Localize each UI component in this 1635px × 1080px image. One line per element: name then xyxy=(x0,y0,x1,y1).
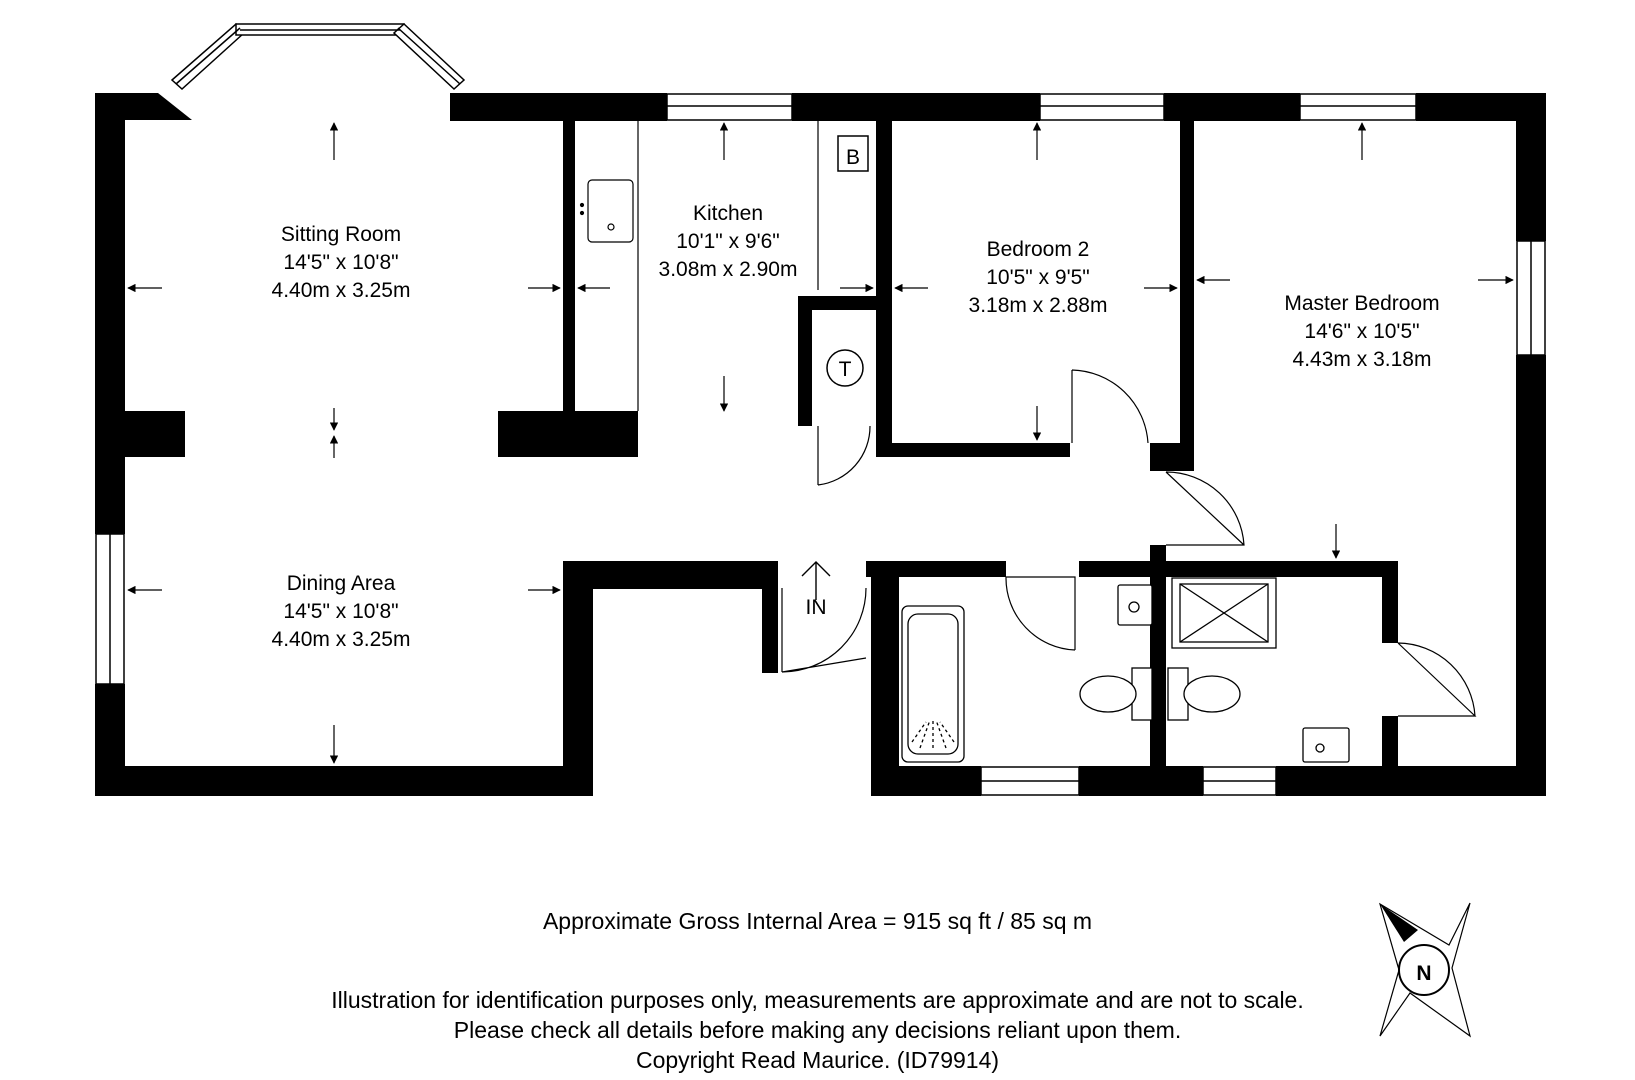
dining-area-imperial: 14'5" x 10'8" xyxy=(283,600,399,623)
ensuite-toilet-icon xyxy=(1184,676,1240,712)
wall-cupboard-left xyxy=(798,296,812,426)
kitchen-imperial: 10'1" x 9'6" xyxy=(676,230,780,253)
wall-bed2-master xyxy=(1180,121,1194,457)
wall-bottom-d xyxy=(1276,766,1546,796)
wall-right-upper xyxy=(1516,93,1546,241)
wall-entrance-left xyxy=(563,561,775,589)
door-bedroom2 xyxy=(1072,370,1148,443)
room-sitting xyxy=(272,223,411,302)
wall-pier-right xyxy=(498,411,638,457)
master-bedroom-imperial: 14'6" x 10'5" xyxy=(1304,320,1420,343)
sitting-room-imperial: 14'5" x 10'8" xyxy=(283,251,399,274)
sink-icon xyxy=(588,180,633,242)
window-kitchen xyxy=(667,94,792,120)
window-master xyxy=(1300,94,1416,120)
disclaimer xyxy=(0,985,1635,1075)
bedroom2-imperial: 10'5" x 9'5" xyxy=(986,266,1090,289)
ensuite-basin-icon xyxy=(1303,728,1349,762)
disclaimer-line-3: Copyright Read Maurice. (ID79914) xyxy=(635,1047,1000,1073)
dimension-arrows xyxy=(128,123,1513,763)
bedroom2-name: Bedroom 2 xyxy=(986,238,1090,261)
window-bedroom2 xyxy=(1040,94,1164,120)
wall-top-b xyxy=(792,93,1040,121)
bedroom2-metric: 3.18m x 2.88m xyxy=(968,294,1108,317)
wall-kitchen-bed2 xyxy=(876,121,892,457)
wall-bath-left xyxy=(871,561,899,796)
wall-ensuite-right xyxy=(1382,561,1398,643)
room-bedroom2 xyxy=(969,238,1108,317)
wall-bed2-bottom xyxy=(876,443,1070,457)
walls xyxy=(95,93,1546,796)
wall-bottom-left xyxy=(95,766,593,796)
wall-dining-right xyxy=(563,561,593,796)
kitchen-name: Kitchen xyxy=(692,202,764,225)
door-master xyxy=(1166,472,1244,545)
sitting-room-name: Sitting Room xyxy=(280,223,402,246)
bathroom-fittings xyxy=(902,578,1349,762)
master-bedroom-name: Master Bedroom xyxy=(1284,292,1440,315)
boiler-label: B xyxy=(845,146,861,169)
sitting-room-metric: 4.40m x 3.25m xyxy=(271,279,411,302)
wall-ensuite-top xyxy=(1150,561,1398,577)
wall-left-upper xyxy=(95,93,125,534)
entrance-label: IN xyxy=(805,596,827,619)
disclaimer-line-1: Illustration for identification purposes only, measurements are approximate and are not to scale. xyxy=(331,987,1304,1013)
dining-area-metric: 4.40m x 3.25m xyxy=(271,628,411,651)
room-dining xyxy=(272,572,411,651)
toilet-icon xyxy=(1080,676,1136,712)
wall-bath-top-a xyxy=(866,561,1006,577)
wall-ensuite-right-low xyxy=(1382,716,1398,796)
wall-hall-stub xyxy=(1150,443,1194,471)
tank-label: T xyxy=(838,358,852,381)
disclaimer-line-2: Please check all details before making any decisions reliant upon them. xyxy=(453,1017,1182,1043)
wall-bottom-c xyxy=(1079,766,1203,796)
door-bathroom xyxy=(1006,577,1075,650)
north-label: N xyxy=(1416,962,1432,985)
room-master xyxy=(1284,292,1439,371)
wall-entrance-post xyxy=(762,561,778,673)
wall-right-lower xyxy=(1516,355,1546,796)
wall-top-a xyxy=(450,93,667,121)
tank-symbol xyxy=(827,350,863,386)
door-cupboard xyxy=(818,426,870,485)
wall-pier-left xyxy=(125,411,185,457)
room-kitchen xyxy=(659,202,798,281)
door-ensuite xyxy=(1398,643,1475,716)
master-bedroom-metric: 4.43m x 3.18m xyxy=(1292,348,1432,371)
wall-top-c xyxy=(1164,93,1300,121)
gross-internal-area: Approximate Gross Internal Area = 915 sq ft / 85 sq m xyxy=(542,908,1093,934)
entrance-arrow-icon xyxy=(802,562,830,600)
windows xyxy=(96,24,1545,795)
wall-sitting-kitchen xyxy=(563,121,575,411)
kitchen-metric: 3.08m x 2.90m xyxy=(658,258,798,281)
boiler-symbol xyxy=(838,136,868,171)
dining-area-name: Dining Area xyxy=(286,572,396,595)
